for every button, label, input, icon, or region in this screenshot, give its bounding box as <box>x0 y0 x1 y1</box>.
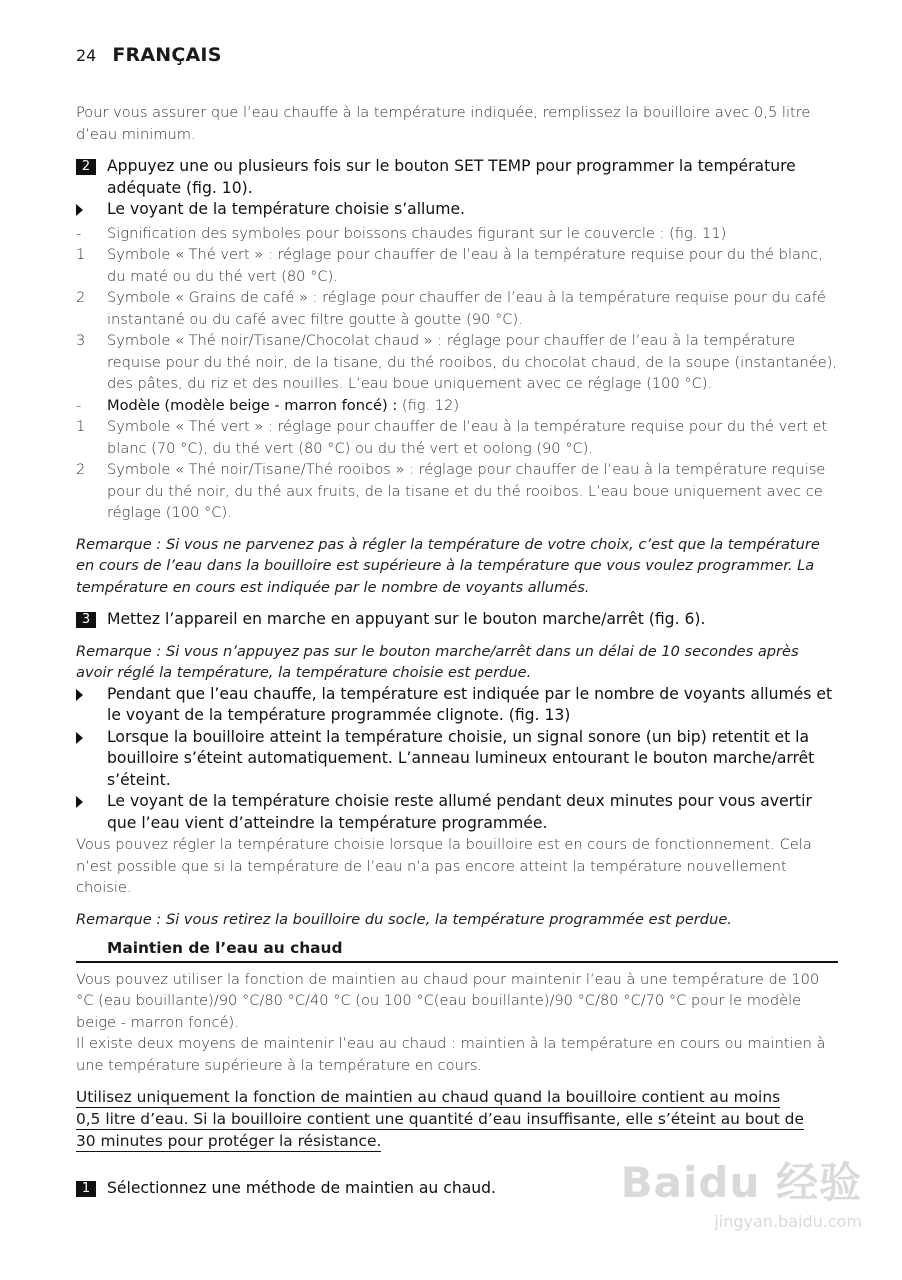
symbols-intro: - Signification des symboles pour boissons chaudes figurant sur le couvercle : (fig. 11) <box>76 224 727 242</box>
section-paragraph-1: Vous pouvez utiliser la fonction de maintien au chaud pour maintenir l’eau à une température de 100 °C (eau bouillante)/90 °C/80 °C/40 °C (ou 100 °C(eau bouillante)/90 °C/80 °C/70 °C pour le modèle beige - marron foncé). <box>76 970 820 1031</box>
bullet-light-on: Le voyant de la température choisie s’allume. <box>76 199 838 223</box>
watermark-logo: Baidu 经验 <box>620 1158 862 1207</box>
bullet-triangle-icon <box>76 732 83 744</box>
step-number: 1 <box>76 1181 96 1197</box>
intro-paragraph: Pour vous assurer que l’eau chauffe à la température indiquée, remplissez la bouilloire avec 0,5 litre d’eau minimum. <box>76 104 811 143</box>
page-header <box>76 44 838 70</box>
step-text: Mettez l’appareil en marche en appuyant sur le bouton marche/arrêt (fig. 6). <box>107 610 706 628</box>
bullet-item: Lorsque la bouilloire atteint la température choisie, un signal sonore (un bip) retentit et la bouilloire s’éteint automatiquement. L’anneau lumineux entourant le bouton marche/arrêt s’éteint. <box>76 727 838 792</box>
watermark-url: jingyan.baidu.com <box>714 1212 862 1231</box>
note-1: Remarque : Si vous ne parvenez pas à régler la température de votre choix, c’est que la température en cours de l’eau dans la bouilloire est supérieure à la température que vous voulez programmer. La température en cours est indiquée par le nombre de voyants allumés. <box>76 535 820 596</box>
model-heading: - Modèle (modèle beige - marron foncé) : (fig. 12) <box>76 396 460 414</box>
manual-page <box>76 44 838 1200</box>
model-symbol-item: 2 Symbole « Thé noir/Tisane/Thé rooibos » : réglage pour chauffer de l’eau à la température requise pour du thé noir, du thé aux fruits, de la tisane et du thé rooibos. L’eau boue uniquement avec ce réglage (100 °C). <box>76 461 826 521</box>
step-2 <box>76 156 838 199</box>
bullet-triangle-icon <box>76 689 83 701</box>
symbol-item: 1 Symbole « Thé vert » : réglage pour chauffer de l’eau à la température requise pour du thé blanc, du maté ou du thé vert (80 °C). <box>76 246 823 285</box>
section-title: Maintien de l’eau au chaud <box>76 938 838 963</box>
step-text: Sélectionnez une méthode de maintien au chaud. <box>107 1179 497 1197</box>
step-number: 3 <box>76 612 96 628</box>
bullet-triangle-icon <box>76 204 83 216</box>
symbol-item: 3 Symbole « Thé noir/Tisane/Chocolat chaud » : réglage pour chauffer de l’eau à la température requise pour du thé noir, de la tisane, du thé rooibos, du chocolat chaud, de la soupe (instantanée), des pâtes, du riz et des nouilles. L’eau boue uniquement avec ce réglage (100 °C). <box>76 332 838 392</box>
step-3 <box>76 609 838 631</box>
note-2: Remarque : Si vous n’appuyez pas sur le bouton marche/arrêt dans un délai de 10 secondes après avoir réglé la température, la température choisie est perdue. <box>76 642 799 681</box>
bullet-item: Le voyant de la température choisie reste allumé pendant deux minutes pour vous avertir que l’eau vient d’atteindre la température programmée. <box>76 791 838 834</box>
symbol-item: 2 Symbole « Grains de café » : réglage pour chauffer de l’eau à la température requise pour du café instantané ou du café avec filtre goutte à goutte (90 °C). <box>76 289 826 328</box>
step-text: Appuyez une ou plusieurs fois sur le bouton SET TEMP pour programmer la température adéquate (fig. 10). <box>107 157 796 197</box>
warning-text: Utilisez uniquement la fonction de maintien au chaud quand la bouilloire contient au moins 0,5 litre d’eau. Si la bouilloire contient une quantité d’eau insuffisante, elle s’éteint au bout de 30 minutes pour protéger la résistance. <box>76 1088 804 1150</box>
bullet-item: Pendant que l’eau chauffe, la température est indiquée par le nombre de voyants allumés et le voyant de la température programmée clignote. (fig. 13) <box>76 684 838 727</box>
step-number: 2 <box>76 159 96 175</box>
note-3: Remarque : Si vous retirez la bouilloire du socle, la température programmée est perdue. <box>76 910 732 928</box>
warning-block <box>76 1086 806 1152</box>
model-symbol-item: 1 Symbole « Thé vert » : réglage pour chauffer de l’eau à la température requise pour du thé vert et blanc (70 °C), du thé vert (80 °C) ou du thé vert et oolong (90 °C). <box>76 418 828 457</box>
bullet-triangle-icon <box>76 796 83 808</box>
page-number: 24 <box>76 46 97 65</box>
page-title: FRANÇAIS <box>112 44 222 66</box>
section-paragraph-2: Il existe deux moyens de maintenir l’eau au chaud : maintien à la température en cours ou maintien à une température supérieure à la température en cours. <box>76 1035 826 1074</box>
watermark <box>621 1150 862 1231</box>
change-temp-paragraph: Vous pouvez régler la température choisie lorsque la bouilloire est en cours de fonctionnement. Cela n’est possible que si la température de l’eau n’a pas encore atteint la température nouvellement choisie. <box>76 836 812 896</box>
